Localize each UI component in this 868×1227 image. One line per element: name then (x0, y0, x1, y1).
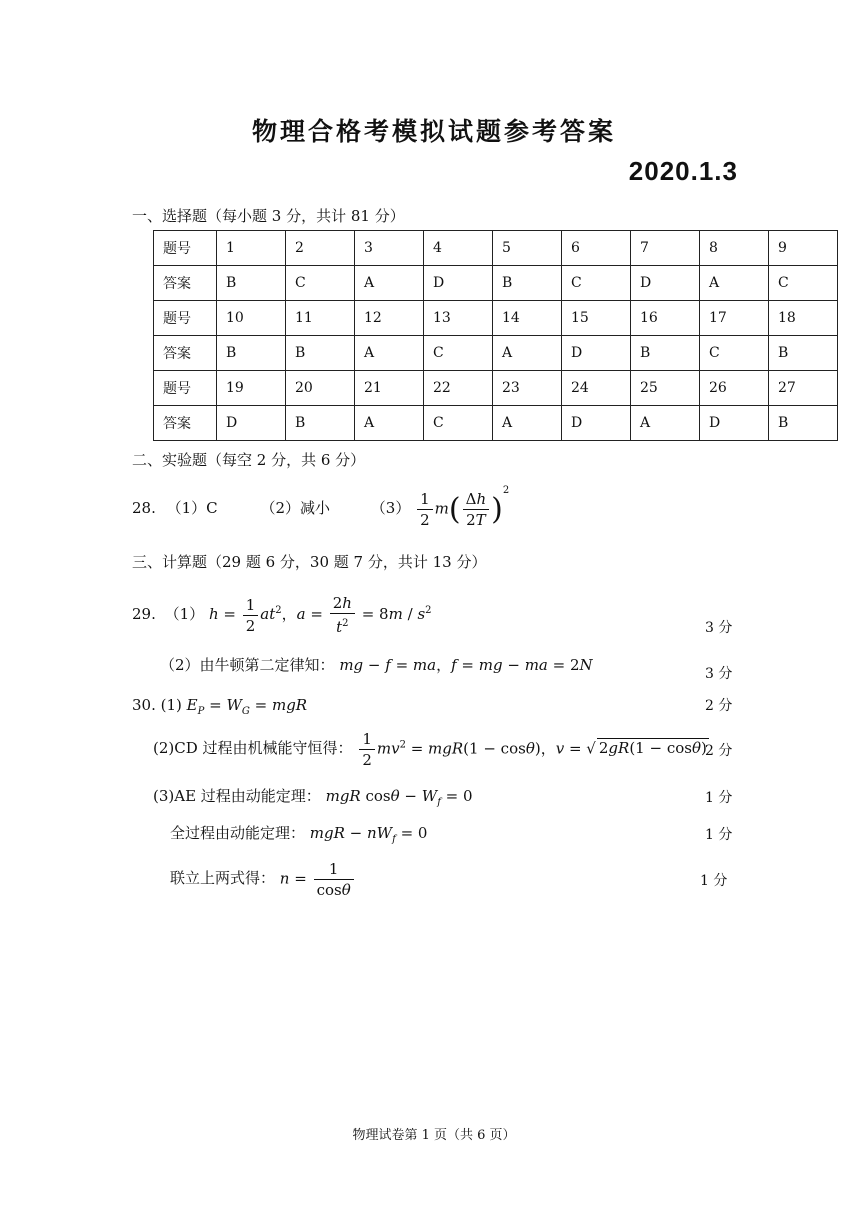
section-3-heading: 三、计算题（29 题 6 分，30 题 7 分，共计 13 分） (132, 553, 487, 571)
section-1-heading: 一、选择题（每小题 3 分，共计 81 分） (132, 207, 405, 225)
table-cell: 4 (424, 231, 493, 266)
table-cell: D (631, 266, 700, 301)
q29-part2-label: （2）由牛顿第二定律知： (160, 656, 335, 674)
table-cell: 17 (700, 301, 769, 336)
question-28 (132, 486, 509, 530)
q30-score-5: 1 分 (700, 873, 728, 889)
table-cell: 16 (631, 301, 700, 336)
table-cell: 14 (493, 301, 562, 336)
page-title: 物理合格考模拟试题参考答案 (251, 117, 616, 146)
q29-formula-1: h = $\frac{1}{2}$ $at^2$，a = $\frac{2h}{t^2}$ = $8m / s^2$ (208, 594, 432, 636)
row-label: 答案 (154, 336, 217, 371)
table-cell: D (217, 406, 286, 441)
table-cell: 21 (355, 371, 424, 406)
q29-number: 29. (132, 605, 156, 623)
table-cell: 1 (217, 231, 286, 266)
q29-formula-2: mg − f = ma (339, 656, 437, 674)
row-label: 题号 (154, 371, 217, 406)
table-cell: 6 (562, 231, 631, 266)
table-cell: 24 (562, 371, 631, 406)
table-row (154, 336, 838, 371)
table-cell: 22 (424, 371, 493, 406)
table-cell: A (631, 406, 700, 441)
table-cell: B (286, 406, 355, 441)
table-cell: 19 (217, 371, 286, 406)
q29-part1-label: （1） (164, 605, 205, 623)
table-cell: 2 (286, 231, 355, 266)
q30-number: 30. (1) (132, 696, 182, 714)
question-30-part-1 (132, 694, 307, 723)
section-2-heading: 二、实验题（每空 2 分，共 6 分） (132, 451, 366, 469)
table-cell: B (769, 406, 838, 441)
table-cell: 26 (700, 371, 769, 406)
table-cell: 15 (562, 301, 631, 336)
table-cell: 3 (355, 231, 424, 266)
table-cell: 5 (493, 231, 562, 266)
table-row (154, 266, 838, 301)
q28-part3: （3） (370, 499, 411, 517)
table-cell: A (355, 266, 424, 301)
row-label: 题号 (154, 301, 217, 336)
table-cell: D (562, 406, 631, 441)
q30-formula-3: mgR (325, 787, 361, 805)
q30-score-3: 1 分 (705, 790, 733, 806)
question-29-part-1 (132, 592, 432, 636)
q30-formula-1: $E_P = W_G$ = mgR (186, 696, 308, 717)
q30-part2-label: (2)CD 过程由机械能守恒得： (153, 739, 353, 757)
table-cell: A (355, 406, 424, 441)
table-cell: C (424, 336, 493, 371)
q30-formula-5: n = $\frac{1}{\cos\theta}$ (280, 859, 356, 900)
question-29-part-2: （2）由牛顿第二定律知： mg − f = ma，f = mg − ma = 2N (160, 656, 593, 674)
q30-formula-2: $\frac{1}{2}$ $mv^2 = mgR(1 - \cos\theta)$，v = √ 2gR(1 − cosθ) (357, 729, 709, 770)
table-cell: A (493, 336, 562, 371)
question-30-part-4: 全过程由动能定理： mgR − $nW_f = 0$ (170, 824, 428, 845)
table-cell: A (355, 336, 424, 371)
table-cell: B (493, 266, 562, 301)
table-cell: 9 (769, 231, 838, 266)
row-label: 答案 (154, 266, 217, 301)
table-cell: 10 (217, 301, 286, 336)
table-cell: D (424, 266, 493, 301)
q30-score-1: 2 分 (705, 698, 733, 714)
table-row (154, 371, 838, 406)
table-cell: C (424, 406, 493, 441)
table-cell: 12 (355, 301, 424, 336)
table-cell: 11 (286, 301, 355, 336)
table-cell: 25 (631, 371, 700, 406)
q28-formula: $\frac{1}{2}$ m( $\frac{\Delta h}{2T}$ )$^2$ (415, 489, 509, 530)
q30-score-2: 2 分 (705, 743, 733, 759)
table-cell: D (562, 336, 631, 371)
q30-score-4: 1 分 (705, 827, 733, 843)
q30-formula-4: mgR − $nW_f$ (309, 824, 396, 845)
q30-part4-label: 全过程由动能定理： (170, 824, 306, 842)
table-cell: 27 (769, 371, 838, 406)
table-cell: 13 (424, 301, 493, 336)
table-cell: 7 (631, 231, 700, 266)
q30-part5-label: 联立上两式得： (170, 869, 276, 887)
table-cell: B (217, 336, 286, 371)
row-label: 题号 (154, 231, 217, 266)
table-row (154, 231, 838, 266)
q29-score-2: 3 分 (705, 666, 733, 682)
table-row (154, 301, 838, 336)
table-cell: B (217, 266, 286, 301)
table-cell: 23 (493, 371, 562, 406)
exam-date: 2020.1.3 (628, 156, 738, 186)
table-row (154, 406, 838, 441)
table-cell: 20 (286, 371, 355, 406)
q29-score-1: 3 分 (705, 620, 733, 636)
question-30-part-3: (3)AE 过程由动能定理： mgR $\cos\theta - W_f = 0$ (153, 787, 473, 808)
table-cell: 18 (769, 301, 838, 336)
table-cell: C (562, 266, 631, 301)
table-cell: B (631, 336, 700, 371)
row-label: 答案 (154, 406, 217, 441)
q28-part1: （1）C (166, 499, 218, 517)
table-cell: A (493, 406, 562, 441)
table-cell: B (286, 336, 355, 371)
table-cell: C (769, 266, 838, 301)
table-cell: D (700, 406, 769, 441)
q30-part3-label: (3)AE 过程由动能定理： (153, 787, 321, 805)
q28-number: 28. (132, 499, 156, 517)
table-cell: 8 (700, 231, 769, 266)
table-cell: C (700, 336, 769, 371)
table-cell: C (286, 266, 355, 301)
table-cell: A (700, 266, 769, 301)
question-30-part-5 (170, 856, 356, 900)
answer-table (153, 230, 838, 441)
q28-part2: （2）减小 (260, 499, 330, 517)
page-footer: 物理试卷第 1 页（共 6 页） (352, 1128, 516, 1143)
question-30-part-2 (153, 726, 709, 770)
table-cell: B (769, 336, 838, 371)
